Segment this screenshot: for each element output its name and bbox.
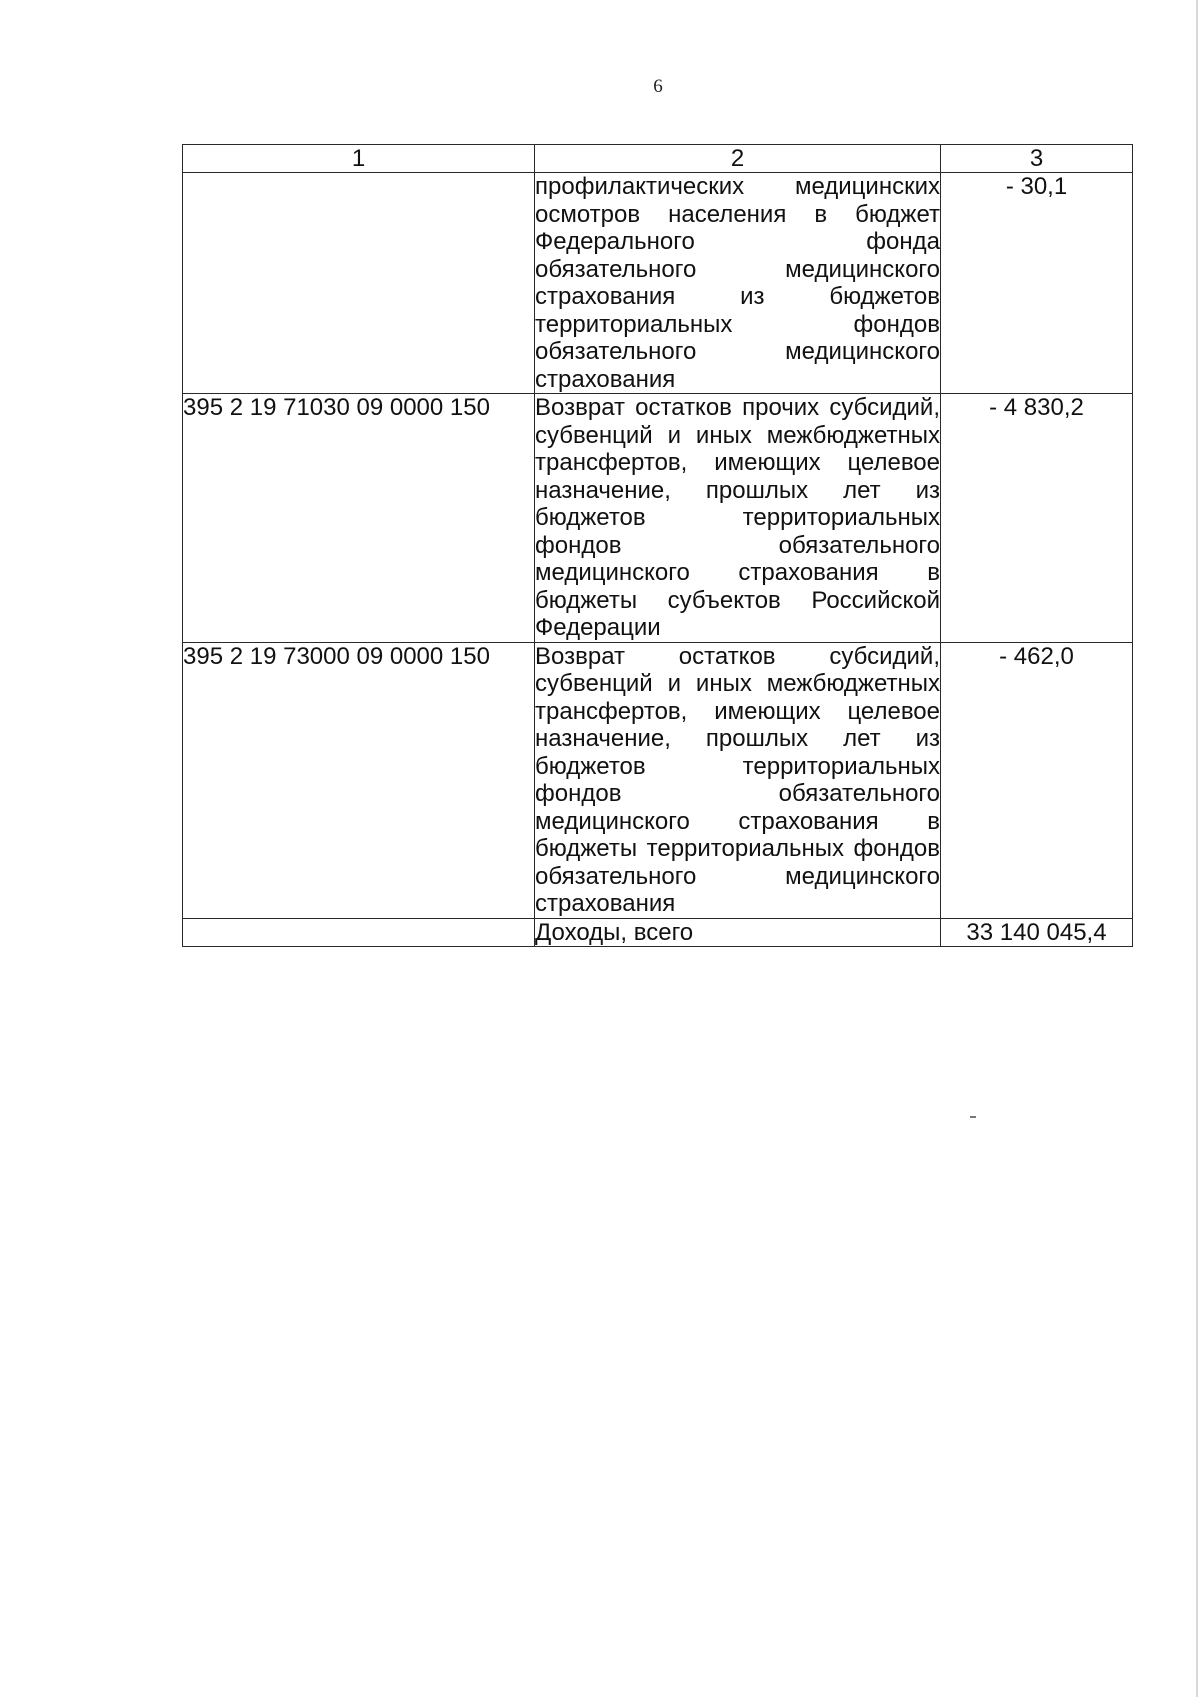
column-header-code: 1 (183, 145, 535, 173)
row-code: 395 2 19 71030 09 0000 150 (183, 394, 535, 643)
row-description (535, 173, 941, 394)
row-description (535, 642, 941, 918)
revenue-table (182, 144, 1133, 947)
total-amount: 33 140 045,4 (941, 918, 1133, 947)
total-code (183, 918, 535, 947)
scan-speck (970, 1116, 976, 1118)
column-header-amount: 3 (941, 145, 1133, 173)
page-edge-line (1196, 0, 1198, 1697)
table-row (183, 394, 1133, 643)
column-header-description: 2 (535, 145, 941, 173)
row-description-text: Возврат остатков субсидий, субвенций и иных межбюджетных трансфертов, имеющих целевое назначение, прошлых лет из бюджетов территориальных фондов обязательного медицинского страхования в бюджеты территориальных фондов обязательного медицинского страхования (535, 642, 940, 917)
row-code (183, 173, 535, 394)
row-description (535, 394, 941, 643)
row-amount: - 30,1 (941, 173, 1133, 394)
total-row (183, 918, 1133, 947)
table-header-row (183, 145, 1133, 173)
row-amount: - 4 830,2 (941, 394, 1133, 643)
total-label: Доходы, всего (535, 918, 941, 947)
row-description-text: профилактических медицинских осмотров населения в бюджет Федерального фонда обязательного медицинского страхования из бюджетов территориальных фондов обязательного медицинского страхования (535, 173, 940, 393)
table-row (183, 642, 1133, 918)
page-number: 6 (653, 76, 663, 97)
table-row (183, 173, 1133, 394)
row-code: 395 2 19 73000 09 0000 150 (183, 642, 535, 918)
row-description-text: Возврат остатков прочих субсидий, субвенций и иных межбюджетных трансфертов, имеющих целевое назначение, прошлых лет из бюджетов территориальных фондов обязательного медицинского страхования в бюджеты субъектов Российской Федерации (535, 394, 940, 641)
row-amount: - 462,0 (941, 642, 1133, 918)
